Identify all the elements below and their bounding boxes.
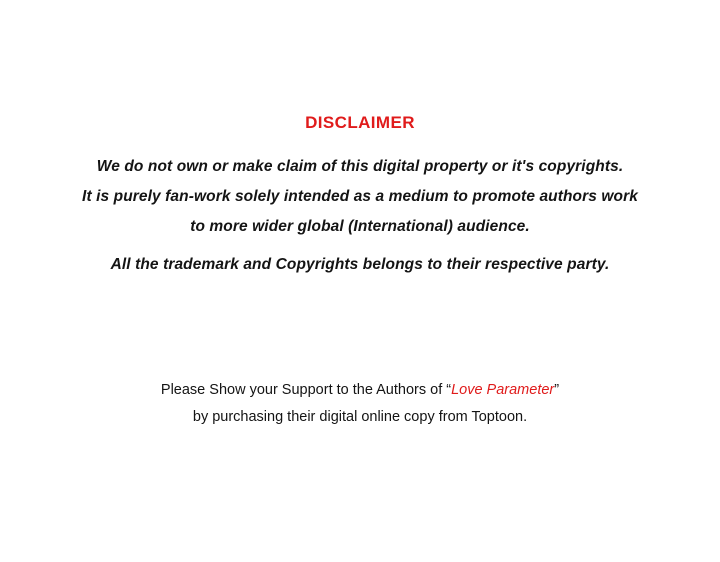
disclaimer-line-4: All the trademark and Copyrights belongs to their respective party.	[110, 256, 610, 273]
disclaimer-line-3: to more wider global (International) audience.	[190, 218, 530, 235]
support-line-2: by purchasing their digital online copy from Toptoon.	[192, 409, 528, 425]
support-line-1	[60, 377, 660, 404]
support-suffix-text: ”	[554, 382, 560, 398]
disclaimer-line-2: It is purely fan-work solely intended as a medium to promote authors work	[82, 188, 638, 205]
paragraph-gap	[60, 242, 660, 250]
support-prefix-text: Please Show your Support to the Authors of “	[160, 382, 452, 398]
work-title: Love Parameter	[451, 382, 555, 398]
support-note	[60, 377, 660, 431]
disclaimer-line-1: We do not own or make claim of this digital property or it's copyrights.	[96, 158, 624, 175]
disclaimer-body	[60, 152, 660, 280]
page-title: DISCLAIMER	[305, 113, 415, 132]
